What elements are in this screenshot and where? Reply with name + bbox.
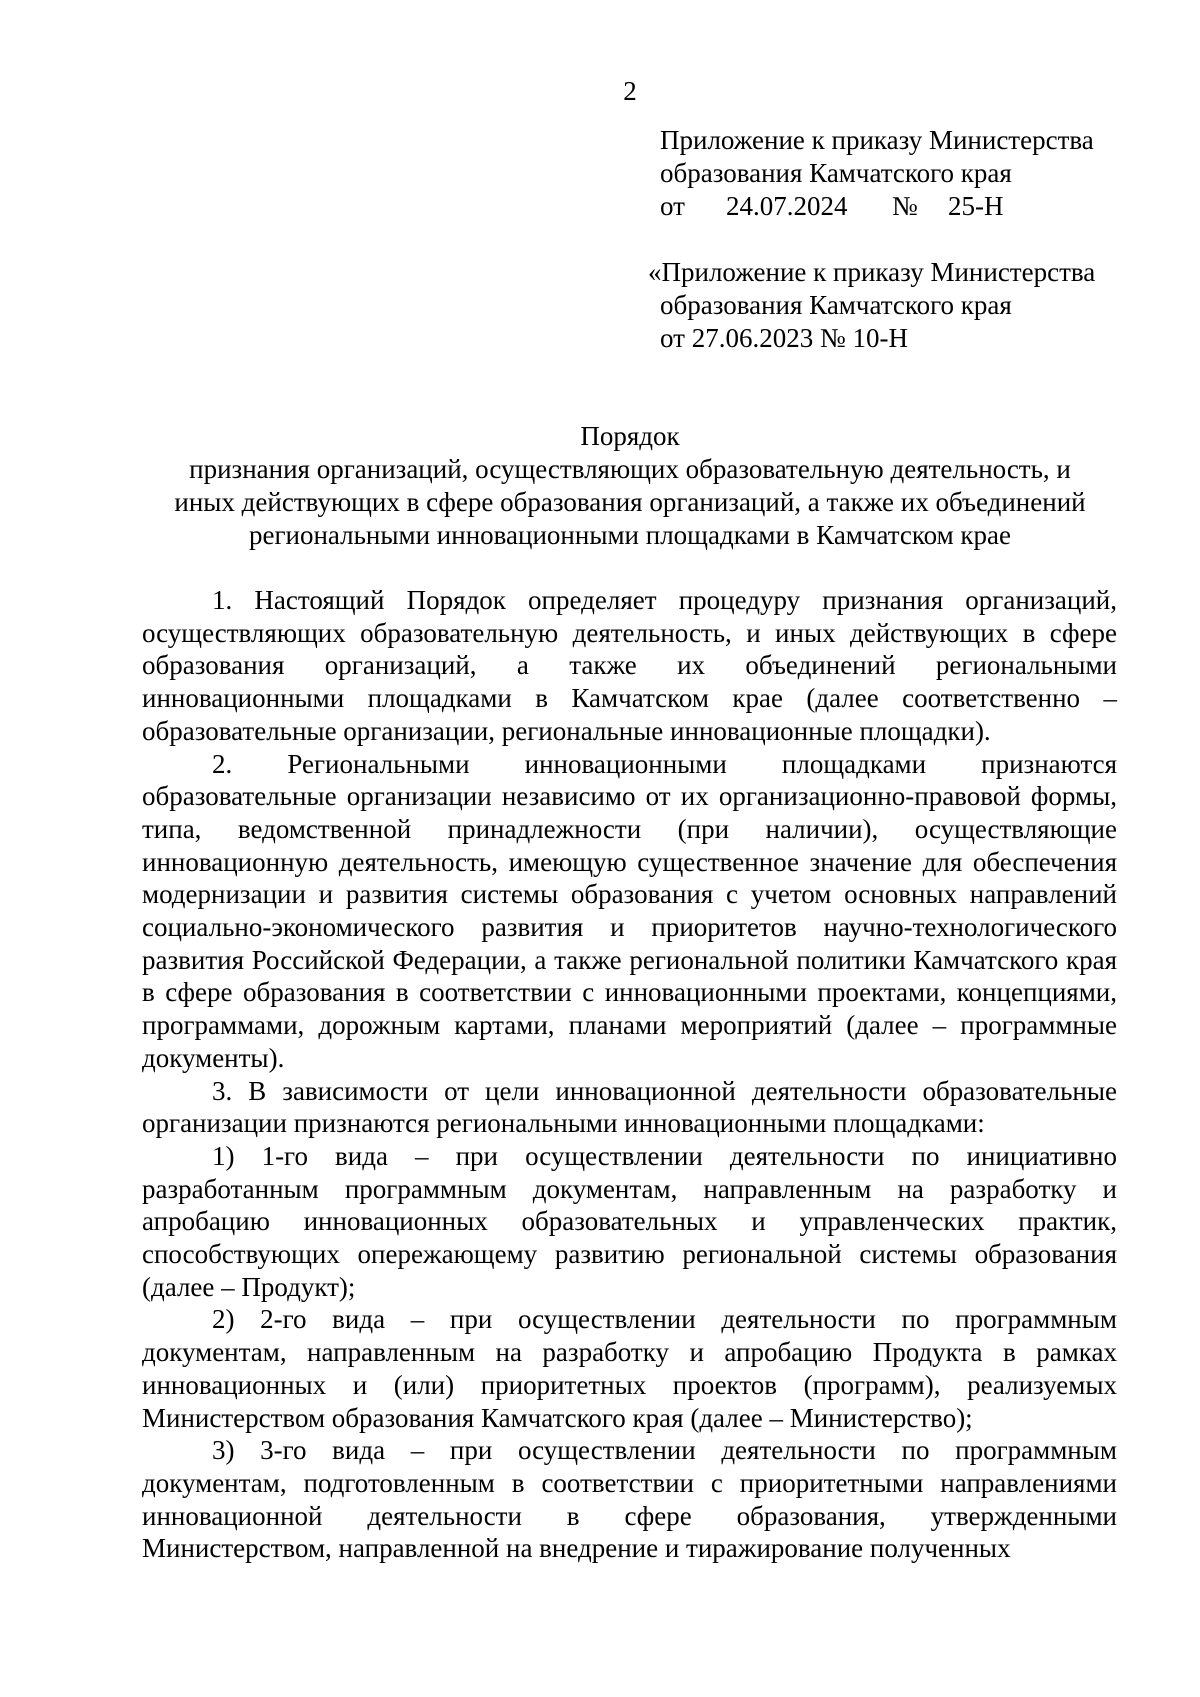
- appendix-previous-line2: образования Камчатского края: [660, 290, 1012, 320]
- appendix-previous-line1: «Приложение к приказу Министерства: [648, 257, 1096, 287]
- paragraph-2: 2. Региональными инновационными площадками признаются образовательные организации независимо от их организационно-правовой формы, типа, ведомственной принадлежности (при наличии), осуществляющие инновационную деятельность, имеющую существенное значение для обеспечения модернизации и развития системы образования с учетом основных направлений социально-экономического развития и приоритетов научно-технологического развития Российской Федерации, а также региональной политики Камчатского края в сфере образования в соответствии с инновационными проектами, концепциями, программами, дорожным картами, планами мероприятий (далее – программные документы).: [142, 748, 1117, 1073]
- page-number: 2: [623, 76, 637, 106]
- document-body: [142, 584, 1117, 1565]
- appendix-current-date-row: [660, 190, 1180, 223]
- appendix-current-header: [660, 124, 1180, 223]
- document-title: [140, 420, 1120, 552]
- from-label: от: [660, 191, 685, 221]
- list-item-3: 3) 3-го вида – при осуществлении деятельности по программным документам, подготовленным в соответствии с приоритетными направлениями инновационной деятельности в сфере образования, утвержденными Министерством, направленной на внедрение и тиражирование полученных: [142, 1435, 1117, 1564]
- number-sign: №: [892, 191, 918, 221]
- paragraph-1: 1. Настоящий Порядок определяет процедуру признания организаций, осуществляющих образовательную деятельность, и иных действующих в сфере образования организаций, а также их объединений региональными инновационными площадками в Камчатском крае (далее соответственно – образовательные организации, региональные инновационные площадки).: [142, 585, 1117, 746]
- paragraph-3: 3. В зависимости от цели инновационной деятельности образовательные организации признаются региональными инновационными площадками:: [142, 1075, 1117, 1139]
- appendix-previous-line3: от 27.06.2023 № 10-Н: [660, 323, 908, 353]
- title-line1: признания организаций, осуществляющих образовательную деятельность, и: [189, 454, 1071, 484]
- title-line2: иных действующих в сфере образования организаций, а также их объединений: [174, 487, 1086, 517]
- title-line3: региональными инновационными площадками в Камчатском крае: [248, 520, 1012, 550]
- appendix-current-line2: образования Камчатского края: [660, 158, 1012, 188]
- title-heading: Порядок: [580, 421, 680, 451]
- list-item-2: 2) 2-го вида – при осуществлении деятельности по программным документам, направленным на разработку и апробацию Продукта в рамках инновационных и (или) приоритетных проектов (программ), реализуемых Министерством образования Камчатского края (далее – Министерство);: [142, 1304, 1117, 1433]
- appendix-previous-header: [648, 256, 1168, 355]
- order-date: 24.07.2024: [726, 191, 848, 221]
- list-item-1: 1) 1-го вида – при осуществлении деятельности по инициативно разработанным программным документам, направленным на разработку и апробацию инновационных образовательных и управленческих практик, способствующих опережающему развитию региональной системы образования (далее – Продукт);: [142, 1140, 1117, 1302]
- order-number: 25-Н: [948, 191, 1004, 221]
- appendix-current-line1: Приложение к приказу Министерства: [660, 125, 1094, 155]
